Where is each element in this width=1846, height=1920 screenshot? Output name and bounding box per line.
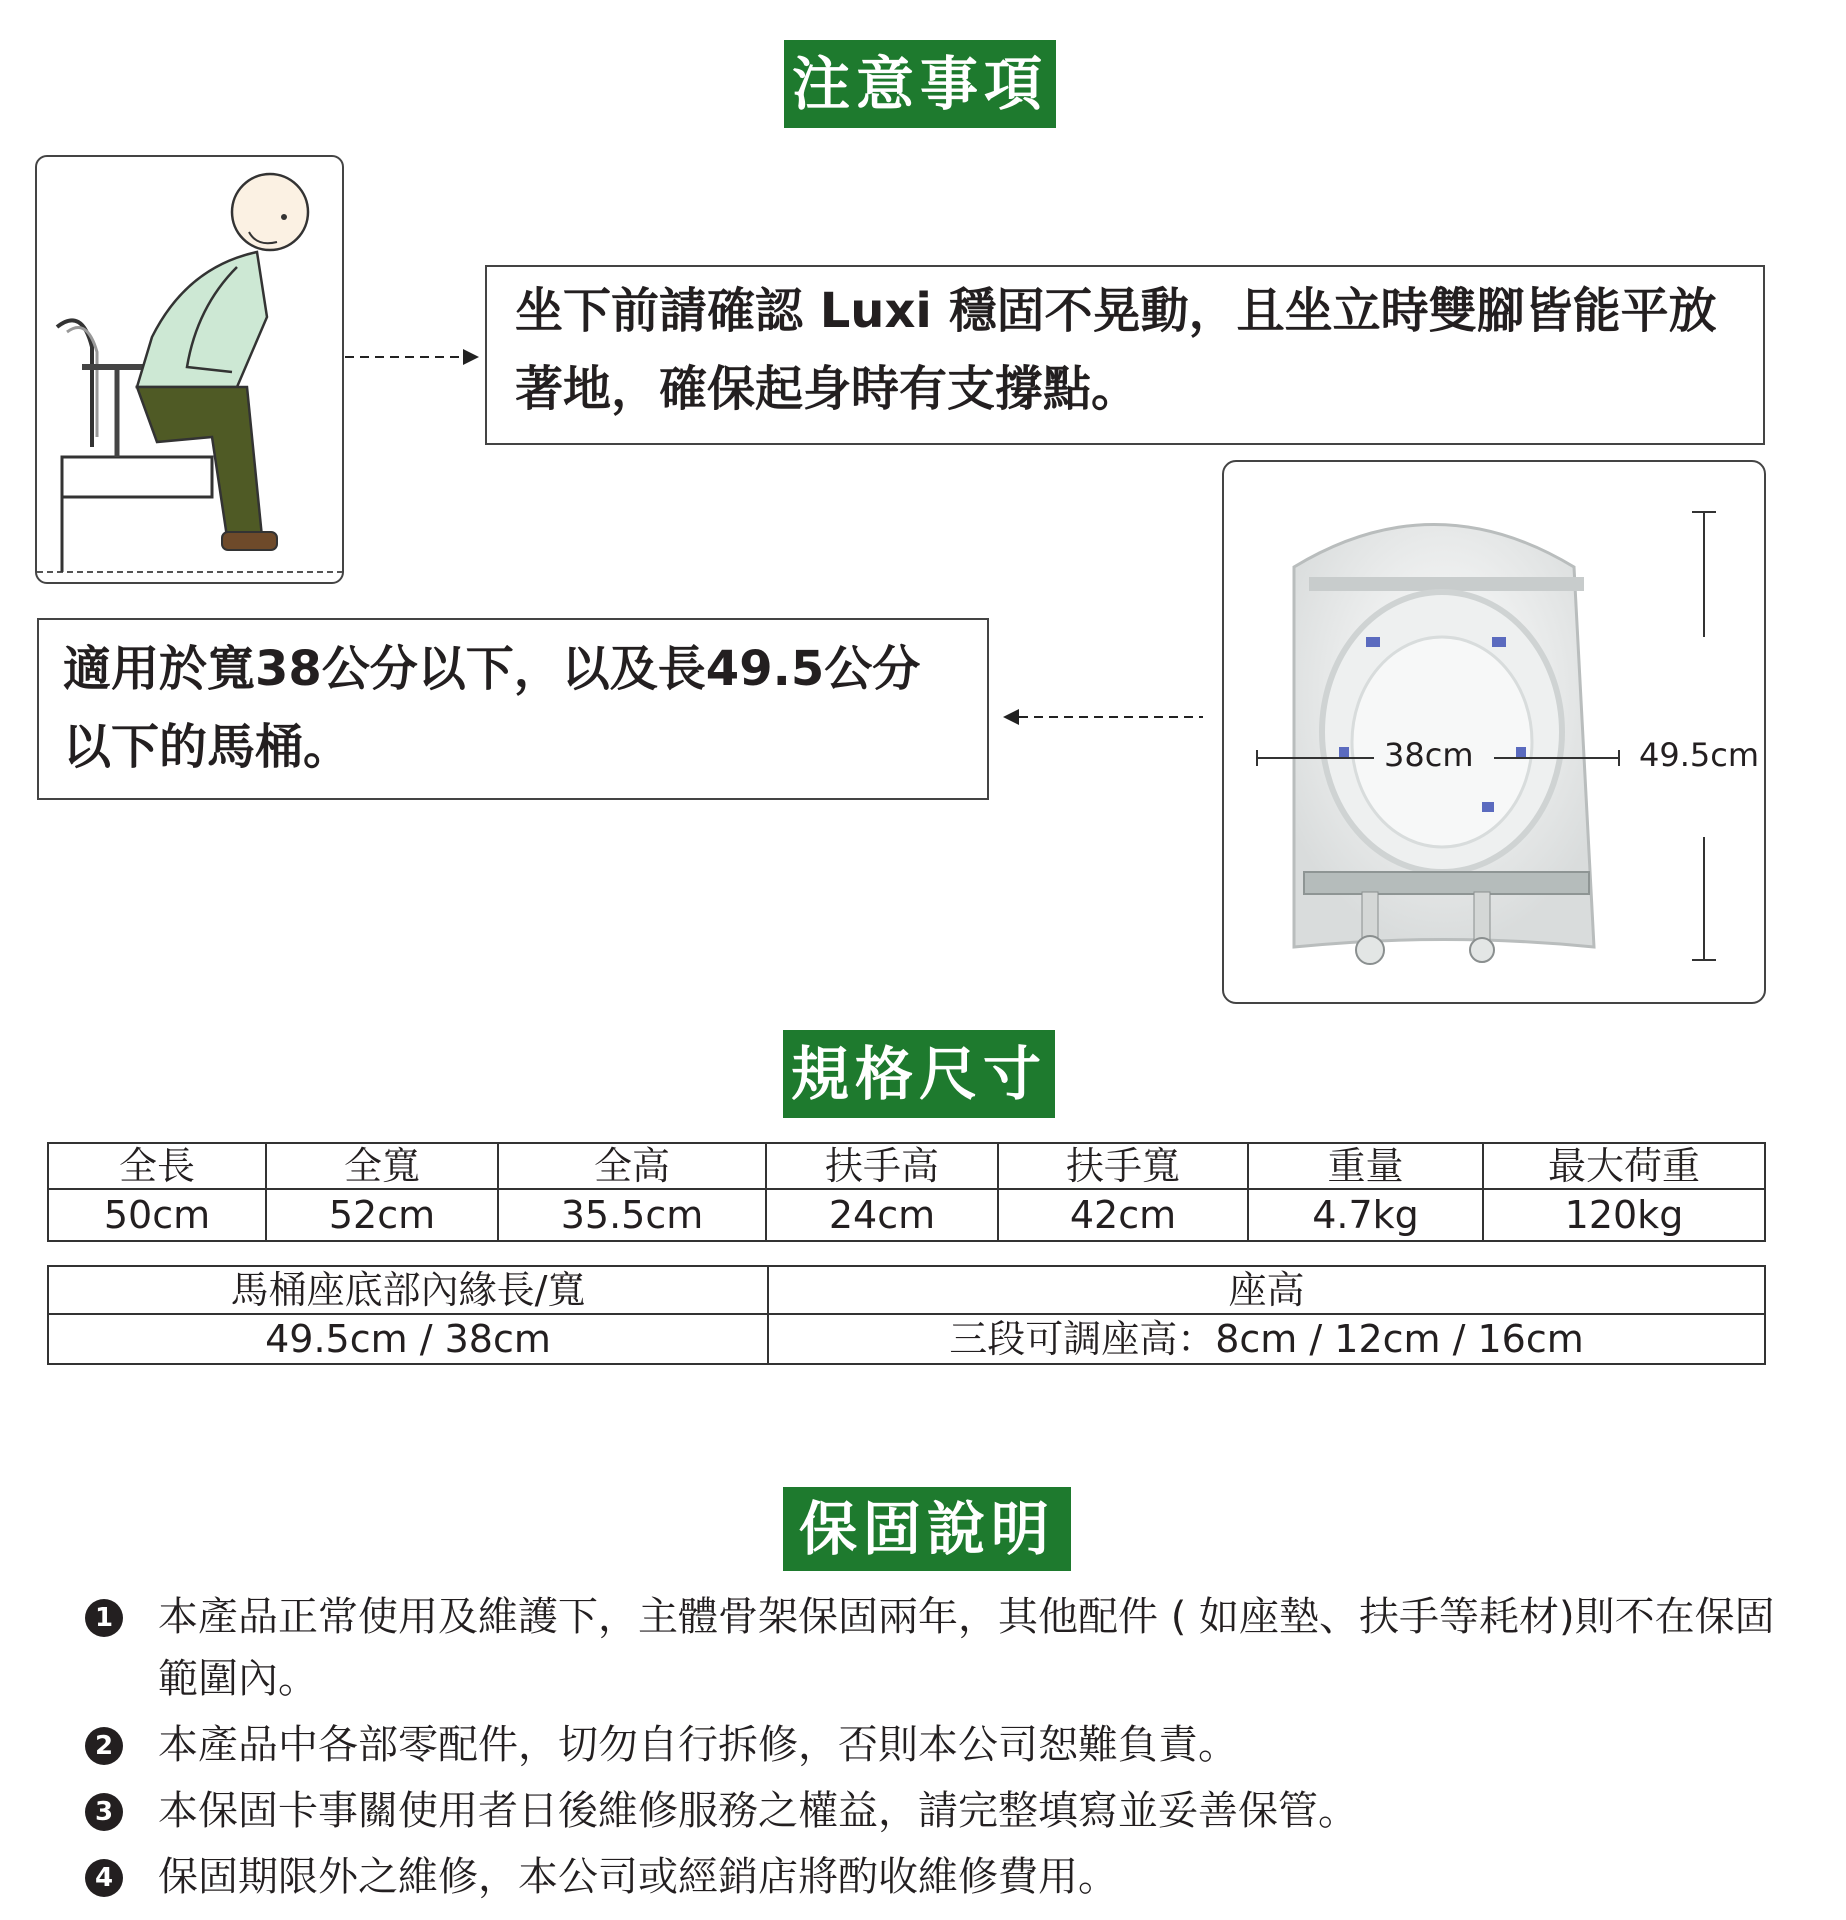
number-badge-icon: 3 bbox=[85, 1793, 123, 1831]
arrow-left-icon bbox=[1003, 705, 1203, 729]
spec-value-width: 52cm bbox=[266, 1189, 498, 1241]
notice-heading: 注意事項 bbox=[784, 40, 1056, 128]
warranty-item-text: 本產品正常使用及維護下，主體骨架保固兩年，其他配件 ( 如座墊、扶手等耗材)則不在保固範圍內。 bbox=[158, 1594, 1775, 1702]
note-toilet-size: 適用於寬38公分以下，以及長49.5公分以下的馬桶。 bbox=[37, 618, 989, 800]
spec-header-armrest-height: 扶手高 bbox=[766, 1143, 998, 1189]
spec-header-inner-size: 馬桶座底部內緣長/寬 bbox=[48, 1266, 768, 1314]
elderly-person-icon bbox=[37, 157, 342, 582]
spec-value-weight: 4.7kg bbox=[1248, 1189, 1483, 1241]
spec-header-armrest-width: 扶手寬 bbox=[998, 1143, 1248, 1189]
spec-value-seat-height: 三段可調座高：8cm / 12cm / 16cm bbox=[768, 1314, 1765, 1364]
spec-value-armrest-height: 24cm bbox=[766, 1189, 998, 1241]
warranty-item bbox=[80, 1780, 1780, 1842]
warranty-item bbox=[80, 1586, 1780, 1710]
spec-header-length: 全長 bbox=[48, 1143, 266, 1189]
spec-header-max-load: 最大荷重 bbox=[1483, 1143, 1765, 1189]
warranty-list bbox=[80, 1586, 1780, 1912]
spec-header-weight: 重量 bbox=[1248, 1143, 1483, 1189]
spec-value-length: 50cm bbox=[48, 1189, 266, 1241]
toilet-seat-frame-image bbox=[1224, 462, 1764, 1002]
product-photo bbox=[1222, 460, 1766, 1004]
sitting-illustration bbox=[35, 155, 344, 584]
length-dimension-label: 49.5cm bbox=[1639, 736, 1760, 774]
warranty-item bbox=[80, 1714, 1780, 1776]
arrow-right-icon bbox=[345, 345, 480, 369]
warranty-item bbox=[80, 1846, 1780, 1908]
warranty-item-text: 本保固卡事關使用者日後維修服務之權益，請完整填寫並妥善保管。 bbox=[158, 1788, 1358, 1834]
spec-value-inner-size: 49.5cm / 38cm bbox=[48, 1314, 768, 1364]
warranty-item-text: 本產品中各部零配件，切勿自行拆修，否則本公司恕難負責。 bbox=[158, 1722, 1238, 1768]
spec-value-max-load: 120kg bbox=[1483, 1189, 1765, 1241]
spec-table-seat bbox=[47, 1265, 1766, 1365]
number-badge-icon: 4 bbox=[85, 1859, 123, 1897]
spec-table-main bbox=[47, 1142, 1766, 1242]
number-badge-icon: 2 bbox=[85, 1727, 123, 1765]
spec-value-armrest-width: 42cm bbox=[998, 1189, 1248, 1241]
number-badge-icon: 1 bbox=[85, 1599, 123, 1637]
note-stability: 坐下前請確認 Luxi 穩固不晃動，且坐立時雙腳皆能平放著地，確保起身時有支撐點。 bbox=[485, 265, 1765, 445]
warranty-heading: 保固說明 bbox=[783, 1487, 1071, 1571]
spec-header-width: 全寬 bbox=[266, 1143, 498, 1189]
spec-heading: 規格尺寸 bbox=[783, 1030, 1055, 1118]
spec-value-height: 35.5cm bbox=[498, 1189, 766, 1241]
width-dimension-label: 38cm bbox=[1384, 736, 1474, 774]
spec-header-seat-height: 座高 bbox=[768, 1266, 1765, 1314]
warranty-item-text: 保固期限外之維修，本公司或經銷店將酌收維修費用。 bbox=[158, 1854, 1118, 1900]
spec-header-height: 全高 bbox=[498, 1143, 766, 1189]
